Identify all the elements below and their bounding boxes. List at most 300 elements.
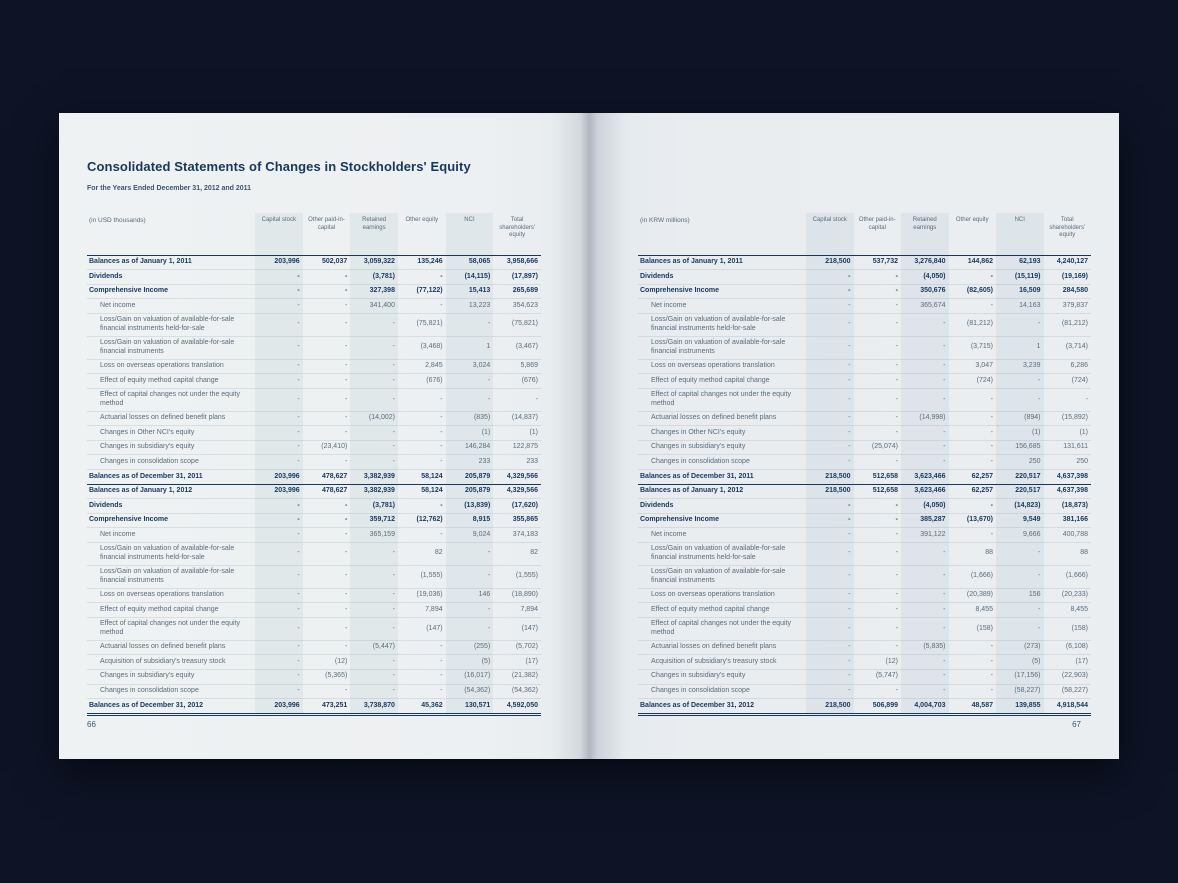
row-label: Balances as of January 1, 2011 [638,255,806,270]
cell-value: 13,223 [446,299,494,314]
table-row [87,440,541,455]
row-label: Effect of equity method capital change [638,374,806,389]
cell-value: 391,122 [901,528,949,543]
cell-value: 473,251 [303,699,351,715]
cell-value: 341,400 [350,299,398,314]
cell-value: (54,362) [493,684,541,699]
cell-value: - [303,513,351,528]
row-label: Effect of capital changes not under the equity method [87,617,255,640]
cell-value: - [901,588,949,603]
row-label: Loss/Gain on valuation of available-for-sale financial instruments held-for-sale [638,542,806,565]
cell-value: - [398,426,446,441]
cell-value: 502,037 [303,255,351,270]
cell-value: - [806,426,854,441]
table-row [638,684,1091,699]
page-number-left: 66 [87,720,96,729]
row-label: Balances as of January 1, 2012 [87,484,255,499]
column-header: Retained earnings [350,213,398,255]
cell-value: 135,246 [398,255,446,270]
table-row [87,684,541,699]
row-label: Dividends [87,499,255,514]
cell-value: 7,894 [493,603,541,618]
table-row [87,411,541,426]
cell-value: - [350,669,398,684]
cell-value: - [854,528,902,543]
row-label: Comprehensive Income [638,513,806,528]
cell-value: (58,227) [1044,684,1092,699]
cell-value: 365,674 [901,299,949,314]
cell-value: (3,715) [949,336,997,359]
table-row [87,565,541,588]
table-row [638,699,1091,715]
cell-value: (1) [996,426,1044,441]
table-header-row [87,213,541,255]
cell-value: - [854,603,902,618]
cell-value: 131,611 [1044,440,1092,455]
table-row [87,388,541,411]
cell-value: - [901,617,949,640]
table-row [638,669,1091,684]
cell-value: - [303,542,351,565]
table-row [638,426,1091,441]
cell-value: 9,024 [446,528,494,543]
cell-value: - [854,640,902,655]
cell-value: - [949,426,997,441]
cell-value: - [854,374,902,389]
row-label: Actuarial losses on defined benefit plans [87,640,255,655]
cell-value: - [398,640,446,655]
cell-value: 122,875 [493,440,541,455]
cell-value: (54,362) [446,684,494,699]
cell-value: 1 [446,336,494,359]
cell-value: 512,658 [854,484,902,499]
cell-value: (22,903) [1044,669,1092,684]
cell-value: 537,732 [854,255,902,270]
cell-value: - [949,640,997,655]
cell-value: - [398,388,446,411]
equity-table-usd [87,213,541,716]
cell-value: - [901,336,949,359]
table-row [87,470,541,485]
row-label: Loss/Gain on valuation of available-for-sale financial instruments held-for-sale [87,542,255,565]
cell-value: - [446,617,494,640]
cell-value: - [493,388,541,411]
cell-value: (1,555) [493,565,541,588]
cell-value: 233 [446,455,494,470]
cell-value: 88 [1044,542,1092,565]
cell-value: - [806,284,854,299]
cell-value: (19,169) [1044,270,1092,285]
cell-value: - [303,617,351,640]
cell-value: 3,382,939 [350,484,398,499]
cell-value: 355,865 [493,513,541,528]
row-label: Comprehensive Income [87,513,255,528]
cell-value: (25,074) [854,440,902,455]
column-header: Other equity [398,213,446,255]
cell-value: 400,788 [1044,528,1092,543]
row-label: Changes in Other NCI's equity [87,426,255,441]
cell-value: (17) [1044,655,1092,670]
cell-value: (676) [398,374,446,389]
table-row [638,411,1091,426]
cell-value: - [350,313,398,336]
cell-value: (5,702) [493,640,541,655]
cell-value: - [806,388,854,411]
table-row [87,669,541,684]
table-row [638,440,1091,455]
cell-value: - [901,684,949,699]
cell-value: 62,257 [949,484,997,499]
cell-value: (15,892) [1044,411,1092,426]
cell-value: (19,036) [398,588,446,603]
cell-value: 203,996 [255,699,303,715]
cell-value: - [854,299,902,314]
cell-value: - [303,603,351,618]
cell-value: - [806,313,854,336]
cell-value: - [255,455,303,470]
cell-value: - [996,313,1044,336]
cell-value: 3,059,322 [350,255,398,270]
cell-value: 506,899 [854,699,902,715]
cell-value: - [255,655,303,670]
cell-value: - [303,359,351,374]
table-row [638,603,1091,618]
cell-value: - [949,270,997,285]
row-label: Loss on overseas operations translation [638,588,806,603]
cell-value: - [446,542,494,565]
cell-value: - [350,684,398,699]
cell-value: (14,115) [446,270,494,285]
book-spread [59,113,1119,759]
cell-value: - [398,440,446,455]
cell-value: - [303,528,351,543]
cell-value: (3,468) [398,336,446,359]
cell-value: 3,623,466 [901,470,949,485]
cell-value: - [806,336,854,359]
cell-value: - [854,411,902,426]
column-header: NCI [996,213,1044,255]
cell-value: (18,873) [1044,499,1092,514]
cell-value: 512,658 [854,470,902,485]
cell-value: - [255,603,303,618]
cell-value: - [446,313,494,336]
cell-value: - [806,603,854,618]
cell-value: - [949,411,997,426]
cell-value: 58,065 [446,255,494,270]
cell-value: - [806,669,854,684]
cell-value: 354,623 [493,299,541,314]
cell-value: 58,124 [398,470,446,485]
table-row [638,270,1091,285]
table-row [638,255,1091,270]
cell-value: - [255,270,303,285]
table-row [638,470,1091,485]
cell-value: 233 [493,455,541,470]
cell-value: 1 [996,336,1044,359]
cell-value: 203,996 [255,484,303,499]
cell-value: - [901,440,949,455]
cell-value: - [303,336,351,359]
cell-value: - [806,528,854,543]
page-right [589,113,1119,759]
row-label: Changes in subsidiary's equity [638,440,806,455]
table-row [87,336,541,359]
cell-value: - [398,669,446,684]
cell-value: - [398,655,446,670]
cell-value: - [806,655,854,670]
cell-value: - [854,359,902,374]
cell-value: 9,666 [996,528,1044,543]
cell-value: (23,410) [303,440,351,455]
cell-value: (1) [493,426,541,441]
row-label: Net income [87,528,255,543]
cell-value: - [949,440,997,455]
cell-value: - [350,617,398,640]
table-row [638,284,1091,299]
cell-value: - [996,617,1044,640]
row-label: Acquisition of subsidiary's treasury stock [638,655,806,670]
row-label: Changes in consolidation scope [638,684,806,699]
column-header: Other paid-in- capital [854,213,902,255]
table-row [87,299,541,314]
cell-value: - [350,588,398,603]
cell-value: - [255,528,303,543]
cell-value: (6,108) [1044,640,1092,655]
table-row [87,588,541,603]
cell-value: 4,329,566 [493,470,541,485]
column-header: Other equity [949,213,997,255]
cell-value: - [854,588,902,603]
table-row [638,299,1091,314]
cell-value: (20,233) [1044,588,1092,603]
cell-value: - [806,565,854,588]
cell-value: - [303,299,351,314]
cell-value: (21,382) [493,669,541,684]
table-row [87,513,541,528]
cell-value: (1) [1044,426,1092,441]
page-number-right: 67 [1072,720,1081,729]
table-row [87,617,541,640]
cell-value: - [854,426,902,441]
cell-value: - [901,542,949,565]
row-label: Balances as of January 1, 2011 [87,255,255,270]
cell-value: (17,156) [996,669,1044,684]
cell-value: 62,193 [996,255,1044,270]
cell-value: 4,592,050 [493,699,541,715]
row-label: Net income [638,528,806,543]
table-row [638,336,1091,359]
cell-value: 58,124 [398,484,446,499]
cell-value: - [949,455,997,470]
cell-value: - [255,388,303,411]
cell-value: 3,623,466 [901,484,949,499]
cell-value: 365,159 [350,528,398,543]
cell-value: (12,762) [398,513,446,528]
cell-value: - [303,426,351,441]
cell-value: 374,183 [493,528,541,543]
cell-value: - [255,565,303,588]
cell-value: - [901,603,949,618]
cell-value: 478,627 [303,470,351,485]
cell-value: 218,500 [806,699,854,715]
cell-value: - [996,542,1044,565]
row-label: Effect of equity method capital change [87,374,255,389]
cell-value: (58,227) [996,684,1044,699]
unit-label: (in KRW millions) [638,213,806,255]
cell-value: - [806,640,854,655]
cell-value: - [806,359,854,374]
cell-value: (273) [996,640,1044,655]
row-label: Loss/Gain on valuation of available-for-sale financial instruments [87,565,255,588]
row-label: Balances as of January 1, 2012 [638,484,806,499]
cell-value: - [303,565,351,588]
cell-value: (4,050) [901,270,949,285]
cell-value: (5,747) [854,669,902,684]
cell-value: 62,257 [949,470,997,485]
cell-value: - [949,684,997,699]
cell-value: - [350,374,398,389]
table-row [87,426,541,441]
cell-value: - [854,313,902,336]
cell-value: - [806,684,854,699]
cell-value: - [806,440,854,455]
table-row [87,528,541,543]
cell-value: - [854,565,902,588]
cell-value: 3,047 [949,359,997,374]
row-label: Balances as of December 31, 2011 [638,470,806,485]
cell-value: (5) [996,655,1044,670]
row-label: Effect of capital changes not under the equity method [87,388,255,411]
cell-value: - [949,528,997,543]
table-row [87,313,541,336]
cell-value: - [398,455,446,470]
cell-value: - [255,542,303,565]
cell-value: (14,823) [996,499,1044,514]
row-label: Effect of equity method capital change [87,603,255,618]
cell-value: (16,017) [446,669,494,684]
cell-value: - [350,565,398,588]
table-row [87,270,541,285]
cell-value: - [255,426,303,441]
cell-value: - [996,388,1044,411]
cell-value: 3,958,666 [493,255,541,270]
cell-value: - [303,270,351,285]
cell-value: 8,455 [1044,603,1092,618]
cell-value: 327,398 [350,284,398,299]
column-header: Capital stock [806,213,854,255]
cell-value: 88 [949,542,997,565]
row-label: Loss/Gain on valuation of available-for-sale financial instruments [87,336,255,359]
table-body [87,255,541,714]
row-label: Dividends [638,499,806,514]
cell-value: 15,413 [446,284,494,299]
cell-value: - [303,411,351,426]
row-label: Balances as of December 31, 2012 [87,699,255,715]
cell-value: (894) [996,411,1044,426]
cell-value: - [350,603,398,618]
cell-value: 7,894 [398,603,446,618]
cell-value: 3,239 [996,359,1044,374]
row-label: Dividends [638,270,806,285]
cell-value: - [901,388,949,411]
cell-value: - [854,388,902,411]
cell-value: - [303,588,351,603]
cell-value: 218,500 [806,484,854,499]
cell-value: 8,915 [446,513,494,528]
cell-value: - [854,513,902,528]
cell-value: (12) [854,655,902,670]
cell-value: - [350,426,398,441]
table-row [638,655,1091,670]
cell-value: 82 [398,542,446,565]
cell-value: - [350,455,398,470]
cell-value: - [949,388,997,411]
column-header: Retained earnings [901,213,949,255]
row-label: Actuarial losses on defined benefit plans [638,411,806,426]
table-row [87,484,541,499]
cell-value: (3,781) [350,270,398,285]
cell-value: - [255,359,303,374]
cell-value: - [901,374,949,389]
cell-value: 350,676 [901,284,949,299]
cell-value: 250 [996,455,1044,470]
cell-value: 205,879 [446,470,494,485]
cell-value: (1,666) [949,565,997,588]
cell-value: - [806,513,854,528]
cell-value: - [996,374,1044,389]
cell-value: (1,666) [1044,565,1092,588]
cell-value: (14,002) [350,411,398,426]
table-row [638,484,1091,499]
cell-value: (82,605) [949,284,997,299]
table-row [638,359,1091,374]
cell-value: (158) [949,617,997,640]
cell-value: 250 [1044,455,1092,470]
cell-value: - [854,336,902,359]
cell-value: 8,455 [949,603,997,618]
cell-value: - [350,388,398,411]
row-label: Loss on overseas operations translation [87,588,255,603]
cell-value: 3,382,939 [350,470,398,485]
cell-value: 359,712 [350,513,398,528]
equity-table-krw [638,213,1091,716]
unit-label: (in USD thousands) [87,213,255,255]
cell-value: (3,467) [493,336,541,359]
cell-value: - [996,603,1044,618]
cell-value: - [350,655,398,670]
cell-value: (147) [398,617,446,640]
cell-value: 45,362 [398,699,446,715]
cell-value: - [398,299,446,314]
cell-value: - [854,455,902,470]
cell-value: - [255,513,303,528]
cell-value: - [806,617,854,640]
cell-value: 381,166 [1044,513,1092,528]
table-row [638,588,1091,603]
table-row [638,640,1091,655]
table-row [87,284,541,299]
table-row [638,528,1091,543]
cell-value: (835) [446,411,494,426]
cell-value: - [854,284,902,299]
cell-value: - [255,313,303,336]
table-row [638,388,1091,411]
cell-value: - [255,374,303,389]
cell-value: 3,276,840 [901,255,949,270]
cell-value: 146 [446,588,494,603]
row-label: Net income [87,299,255,314]
table-row [638,455,1091,470]
